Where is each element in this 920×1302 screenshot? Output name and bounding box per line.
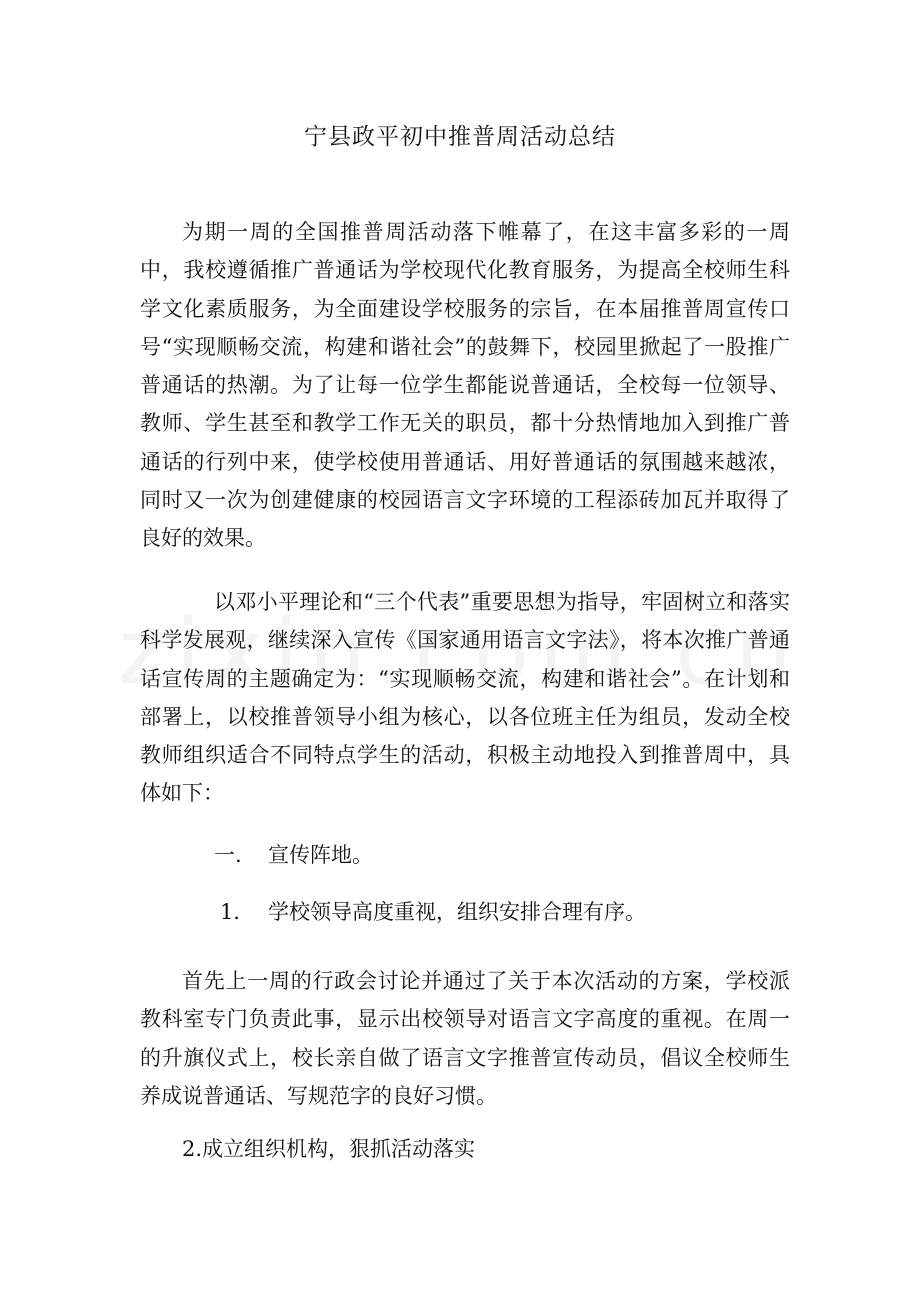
subsection-text: 学校领导高度重视，组织安排合理有序。: [268, 900, 646, 924]
paragraph-leadership: 首先上一周的行政会讨论并通过了关于本次活动的方案，学校派教科室专门负责此事，显示出校领导对语言文字高度的重视。在周一的升旗仪式上，校长亲自做了语言文字推普宣传动员，倡议全校师生养成说普通话、写规范字的良好习惯。: [140, 969, 790, 1108]
paragraph-guidance: 以邓小平理论和“三个代表”重要思想为指导，牢固树立和落实科学发展观，继续深入宣传《国家通用语言文字法》，将本次推广普通话宣传周的主题确定为：“实现顺畅交流，构建和谐社会”。在计划和部署上，以校推普领导小组为核心，以各位班主任为组员，发动全校教师组织适合不同特点学生的活动，积极主动地投入到推普周中，具体如下：: [140, 590, 790, 806]
subsection-number: 1．: [220, 900, 255, 924]
section-number: 一.: [214, 843, 242, 867]
section-heading-one: [214, 839, 373, 869]
document-title: 宁县政平初中推普周活动总结: [304, 124, 616, 150]
subsection-heading-two: 2.成立组织机构，狠抓活动落实: [182, 1137, 476, 1161]
section-text: 宣传阵地。: [268, 843, 373, 867]
subsection-heading-one: [220, 896, 646, 926]
paragraph-intro: 为期一周的全国推普周活动落下帷幕了，在这丰富多彩的一周中，我校遵循推广普通话为学校现代化教育服务，为提高全校师生科学文化素质服务，为全面建设学校服务的宗旨，在本届推普周宣传口号“实现顺畅交流，构建和谐社会”的鼓舞下，校园里掀起了一股推广普通话的热潮。为了让每一位学生都能说普通话，全校每一位领导、教师、学生甚至和教学工作无关的职员，都十分热情地加入到推广普通话的行列中来，使学校使用普通话、用好普通话的氛围越来越浓，同时又一次为创建健康的校园语言文字环境的工程添砖加瓦并取得了良好的效果。: [140, 220, 790, 551]
